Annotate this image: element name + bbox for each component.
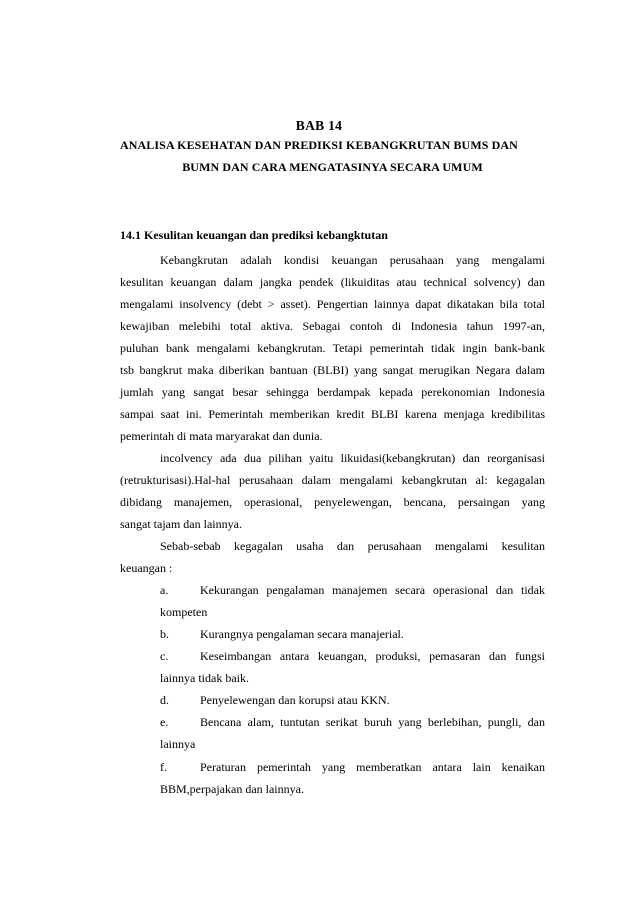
paragraph-1-line: mengalami insolvency (debt > asset). Pengertian lainnya dapat dikatakan bila total: [120, 297, 545, 311]
list-marker: f.: [160, 760, 167, 774]
list-item-text: Kurangnya pengalaman secara manajerial.: [200, 627, 404, 641]
list-item-text: Penyelewengan dan korupsi atau KKN.: [200, 693, 390, 707]
paragraph-1-line: kewajiban melebihi total aktiva. Sebagai contoh di Indonesia tahun 1997-an,: [120, 319, 545, 333]
list-item-continuation: lainnya tidak baik.: [160, 671, 249, 685]
list-item-text: Keseimbangan antara keuangan, produksi, pemasaran dan fungsi: [200, 649, 545, 663]
paragraph-1-line: pemerintah di mata maryarakat dan dunia.: [120, 429, 323, 443]
paragraph-2-line: incolvency ada dua pilihan yaitu likuidasi(kebangkrutan) dan reorganisasi: [160, 451, 545, 465]
paragraph-1-line: sampai saat ini. Pemerintah memberikan kredit BLBI karena menjaga kredibilitas: [120, 407, 545, 421]
chapter-title-line-1: ANALISA KESEHATAN DAN PREDIKSI KEBANGKRUTAN BUMS DAN: [120, 138, 518, 152]
list-marker: e.: [160, 715, 169, 729]
paragraph-1-line: kesulitan keuangan dalam jangka pendek (likuiditas atau technical solvency) dan: [120, 275, 545, 289]
paragraph-2-line: dibidang manajemen, operasional, penyelewengan, bencana, persaingan yang: [120, 495, 545, 509]
list-marker: b.: [160, 627, 169, 641]
list-marker: c.: [160, 649, 169, 663]
paragraph-3-line: keuangan :: [120, 561, 173, 575]
list-item-text: Peraturan pemerintah yang memberatkan antara lain kenaikan: [200, 760, 545, 774]
paragraph-3-line: Sebab-sebab kegagalan usaha dan perusahaan mengalami kesulitan: [160, 539, 545, 553]
list-item-continuation: lainnya: [160, 737, 196, 751]
list-marker: a.: [160, 583, 169, 597]
list-item-continuation: BBM,perpajakan dan lainnya.: [160, 782, 304, 796]
paragraph-1-line: puluhan bank mengalami kebangkrutan. Tetapi pemerintah tidak ingin bank-bank: [120, 341, 545, 355]
paragraph-2-line: sangat tajam dan lainnya.: [120, 517, 242, 531]
paragraph-1-line: tsb bangkrut maka diberikan bantuan (BLBI) yang sangat merugikan Negara dalam: [120, 363, 545, 377]
list-marker: d.: [160, 693, 169, 707]
chapter-title-line-2: BUMN DAN CARA MENGATASINYA SECARA UMUM: [182, 160, 483, 174]
list-item-text: Bencana alam, tuntutan serikat buruh yang berlebihan, pungli, dan: [200, 715, 545, 729]
chapter-heading: BAB 14: [295, 118, 343, 133]
paragraph-2-line: (retrukturisasi).Hal-hal perusahaan dalam mengalami kebangkrutan al: kegagalan: [120, 473, 545, 487]
list-item-continuation: kompeten: [160, 605, 208, 619]
paragraph-1-line: jumlah yang sangat besar sehingga berdampak kepada perekonomian Indonesia: [120, 385, 545, 399]
paragraph-1-line: Kebangkrutan adalah kondisi keuangan perusahaan yang mengalami: [160, 253, 545, 267]
section-heading: 14.1 Kesulitan keuangan dan prediksi kebangktutan: [120, 228, 388, 242]
list-item-text: Kekurangan pengalaman manajemen secara operasional dan tidak: [200, 583, 545, 597]
